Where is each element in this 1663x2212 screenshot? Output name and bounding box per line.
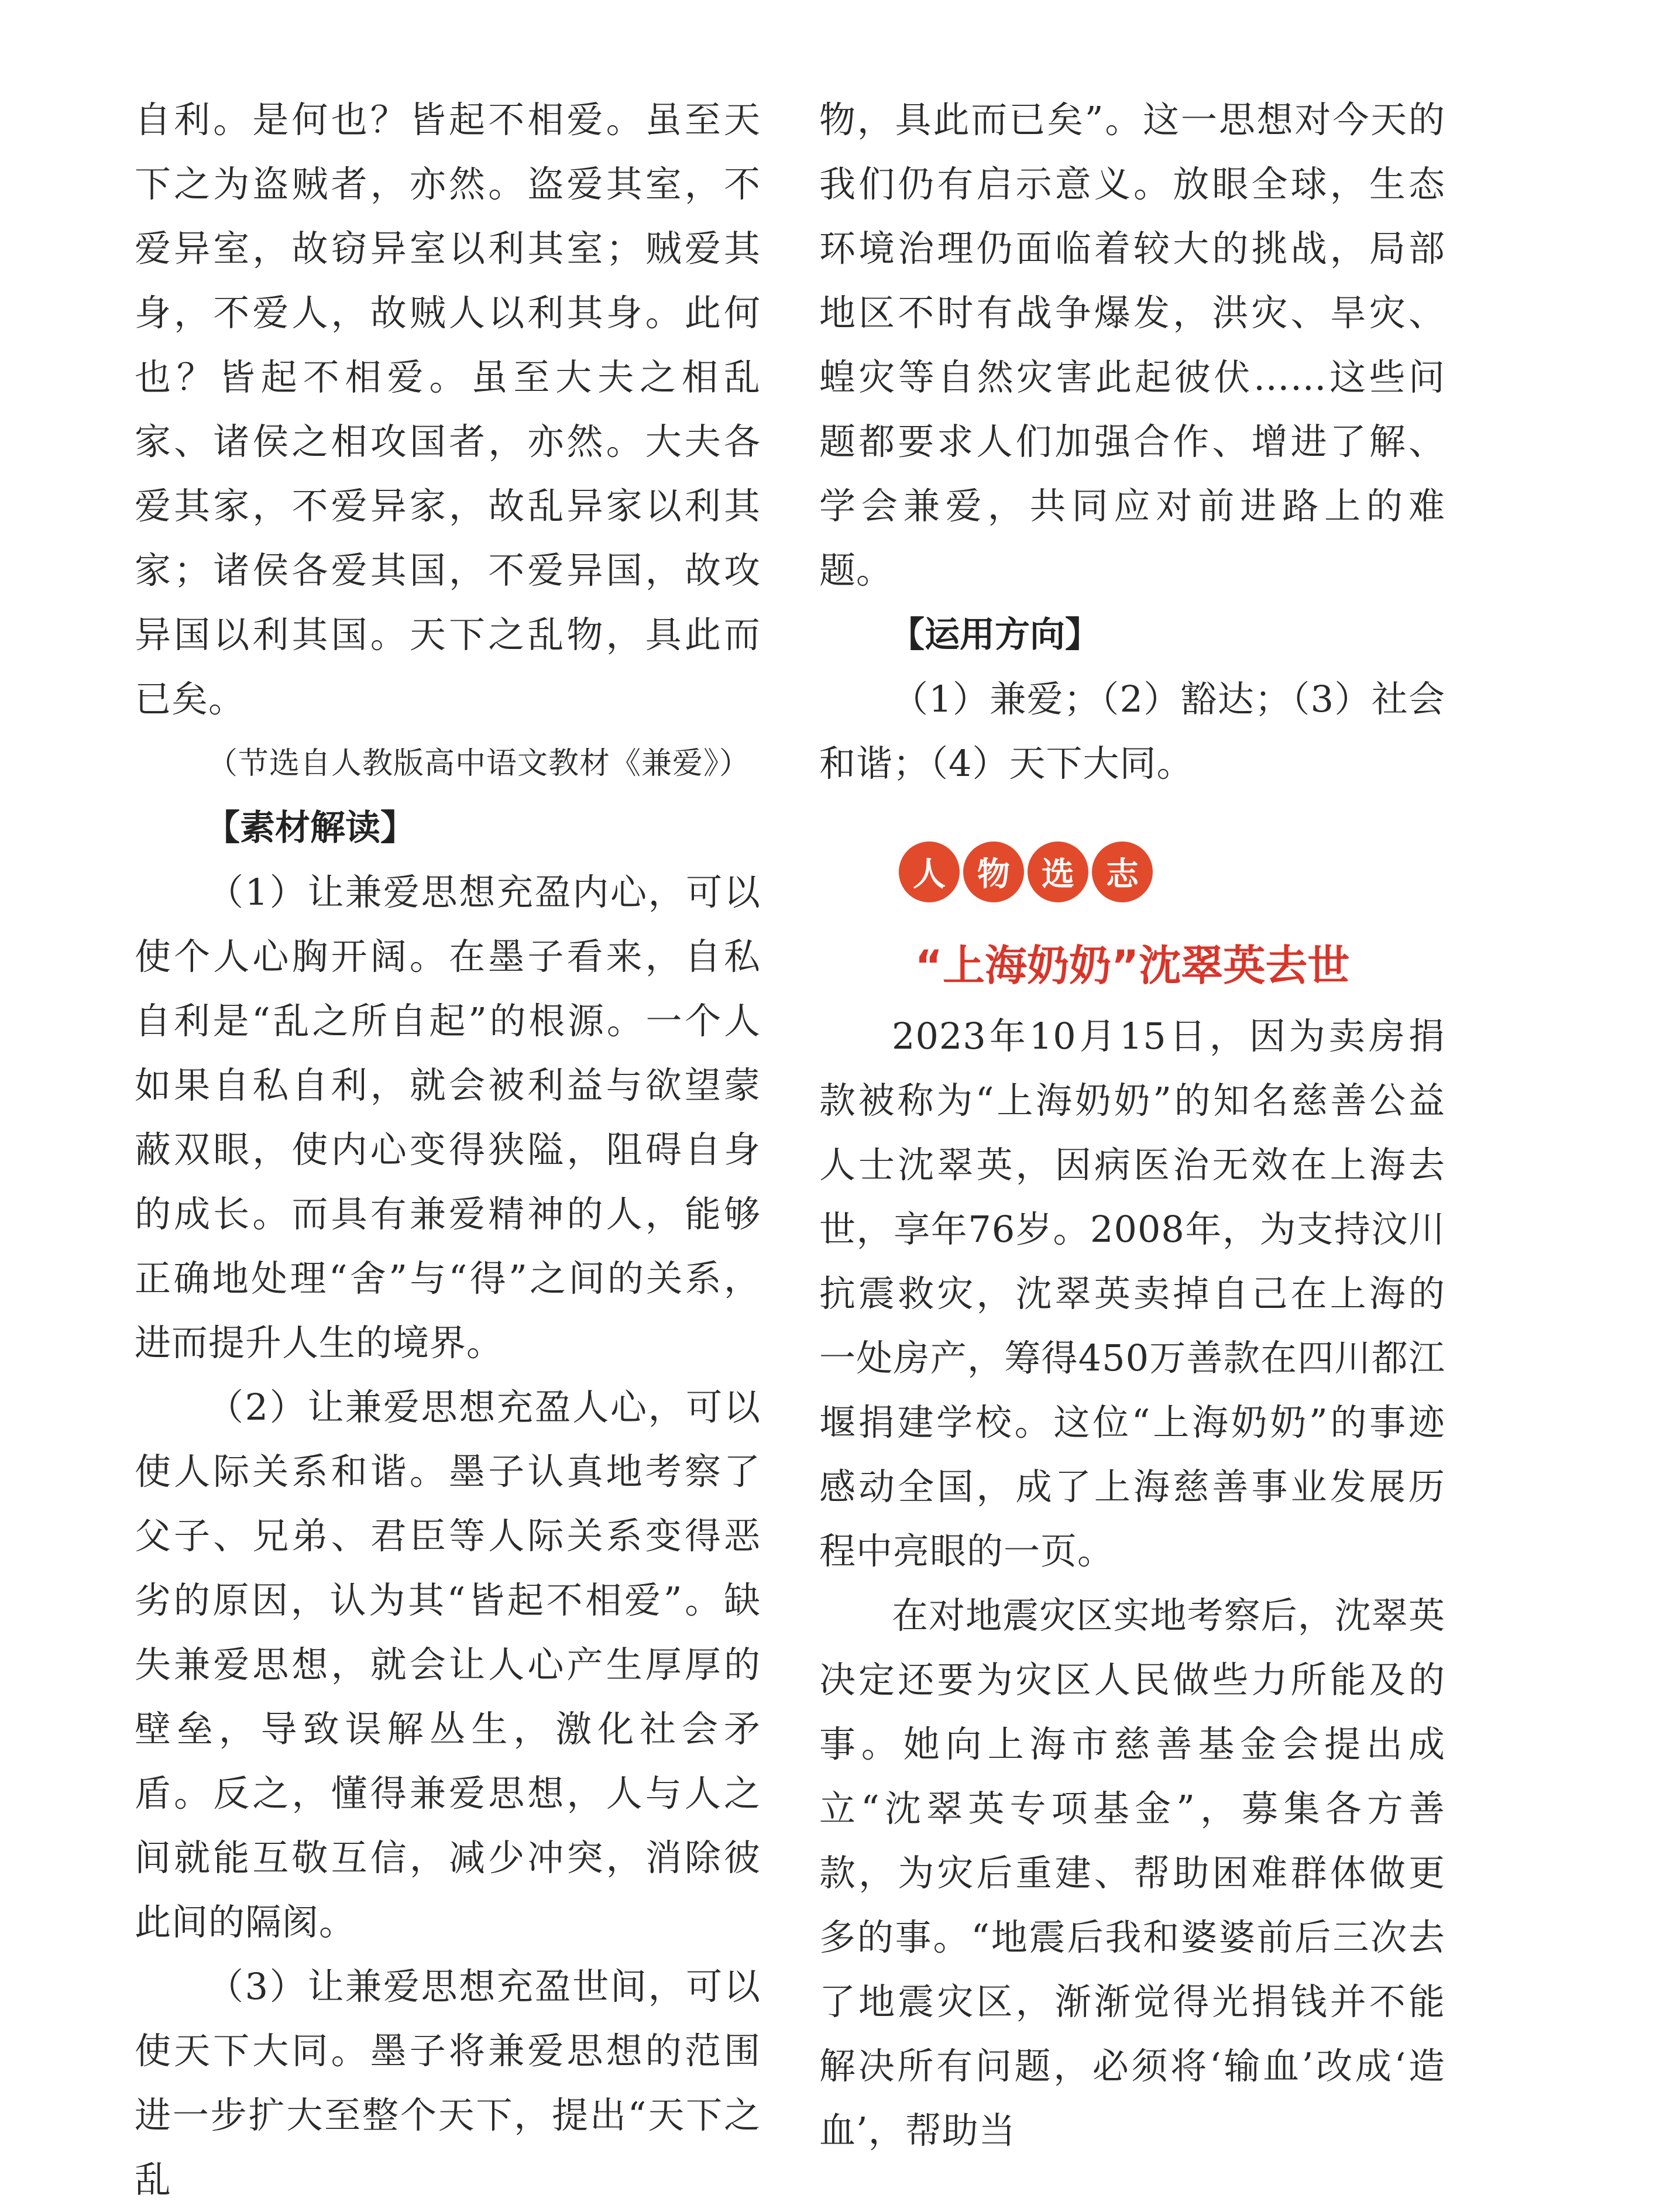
section-badge-char: 人 xyxy=(899,841,960,902)
continued-paragraph: 物，具此而已矣”。这一思想对今天的我们仍有启示意义。放眼全球，生态环境治理仍面临着较大的挑战，局部地区不时有战争爆发，洪灾、旱灾、蝗灾等自然灾害此起彼伏……这些问题都要求人们加强合作、增进了解、学会兼爱，共同应对前进路上的难题。 xyxy=(819,98,1445,592)
section-badge-row xyxy=(899,837,1445,907)
interpretation-paragraph-2: （2）让兼爱思想充盈人心，可以使人际关系和谐。墨子认真地考察了父子、兄弟、君臣等人际关系变得恶劣的原因，认为其“皆起不相爱”。缺失兼爱思想，就会让人心产生厚厚的壁垒，导致误解丛生，激化社会矛盾。反之，懂得兼爱思想，人与人之间就能互敬互信，减少冲突，消除彼此间的隔阂。 xyxy=(135,1386,761,1943)
section-badge-char: 物 xyxy=(963,841,1024,902)
material-interpretation-heading: 【素材解读】 xyxy=(205,808,415,849)
left-column xyxy=(135,88,761,2212)
interpretation-paragraph-3: （3）让兼爱思想充盈世间，可以使天下大同。墨子将兼爱思想的范围进一步扩大至整个天下，提出“天下之乱 xyxy=(135,1965,761,2201)
right-column xyxy=(819,88,1445,2163)
application-direction-heading: 【运用方向】 xyxy=(889,614,1100,655)
application-direction-list: （1）兼爱；（2）豁达；（3）社会和谐；（4）天下大同。 xyxy=(819,678,1445,785)
interpretation-paragraph-1: （1）让兼爱思想充盈内心，可以使个人心胸开阔。在墨子看来，自私自利是“乱之所自起”的根源。一个人如果自私自利，就会被利益与欲望蒙蔽双眼，使内心变得狭隘，阻碍自身的成长。而具有兼爱精神的人，能够正确地处理“舍”与“得”之间的关系，进而提升人生的境界。 xyxy=(135,871,761,1364)
article-paragraph-2: 在对地震灾区实地考察后，沈翠英决定还要为灾区人民做些力所能及的事。她向上海市慈善基金会提出成立“沈翠英专项基金”，募集各方善款，为灾后重建、帮助困难群体做更多的事。“地震后我和婆婆前后三次去了地震灾区，渐渐觉得光捐钱并不能解决所有问题，必须将‘输血’改成‘造血’，帮助当 xyxy=(819,1594,1445,2152)
section-badge-char: 选 xyxy=(1028,841,1088,902)
section-badge-char: 志 xyxy=(1092,841,1153,902)
source-citation: （节选自人教版高中语文教材《兼爱》） xyxy=(207,746,751,781)
article-paragraph-1: 2023年10月15日，因为卖房捐款被称为“上海奶奶”的知名慈善公益人士沈翠英，因病医治无效在上海去世，享年76岁。2008年，为支持汶川抗震救灾，沈翠英卖掉自己在上海的一处房产，筹得450万善款在四川都江堰捐建学校。这位“上海奶奶”的事迹感动全国，成了上海慈善事业发展历程中亮眼的一页。 xyxy=(819,1015,1445,1572)
classical-text-paragraph: 自利。是何也？皆起不相爱。虽至天下之为盗贼者，亦然。盗爱其室，不爱异室，故窃异室以利其室；贼爱其身，不爱人，故贼人以利其身。此何也？皆起不相爱。虽至大夫之相乱家、诸侯之相攻国者，亦然。大夫各爱其家，不爱异家，故乱异家以利其家；诸侯各爱其国，不爱异国，故攻异国以利其国。天下之乱物，具此而已矣。 xyxy=(135,98,761,720)
article-title: “上海奶奶”沈翠英去世 xyxy=(915,941,1350,990)
